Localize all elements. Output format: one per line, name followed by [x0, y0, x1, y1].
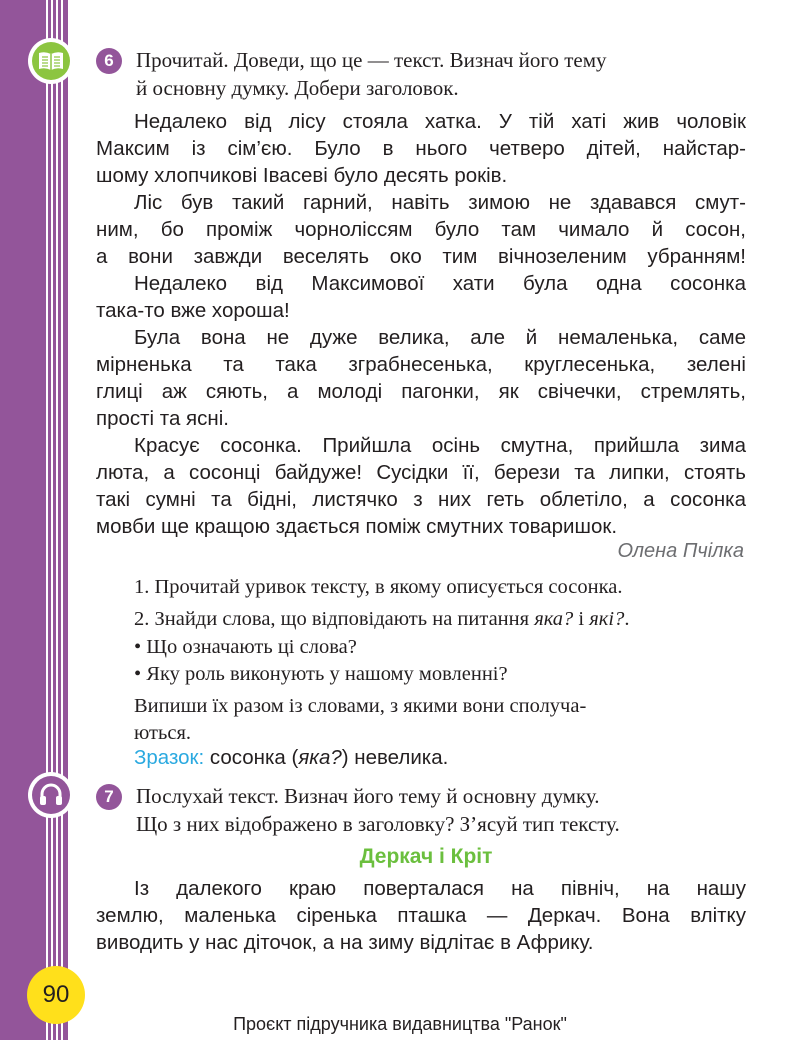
- sidebar-stripe: [61, 0, 63, 1040]
- text-line: Ліс був такий гарний, навіть зимою не здавався смут-: [134, 191, 746, 214]
- task-7: [96, 782, 756, 838]
- text-line: така-то вже хороша!: [96, 299, 290, 322]
- text-1: [96, 108, 746, 540]
- task-7-line: Послухай текст. Визнач його тему й основну думку.: [136, 784, 600, 808]
- sidebar-stripe: [51, 0, 53, 1040]
- text-line: Недалеко від Максимової хати була одна сосонка: [134, 272, 746, 295]
- text-line: Недалеко від лісу стояла хатка. У тій хаті жив чоловік: [134, 110, 746, 133]
- text-line: виводить у нас діточок, а на зиму відлітає в Африку.: [96, 931, 594, 954]
- text-line: Максим із сім’єю. Було в нього четверо дітей, найстар-: [96, 137, 746, 160]
- text-line: Красує сосонка. Прийшла осінь смутна, прийшла зима: [134, 434, 746, 457]
- text-2-title: Деркач і Кріт: [359, 845, 493, 868]
- write-out-line: ються.: [134, 722, 192, 744]
- book-icon: [28, 38, 74, 84]
- text-line: мовби ще кращою здається поміж смутних товаришок.: [96, 515, 618, 538]
- task-6-line: й основну думку. Добери заголовок.: [136, 76, 459, 100]
- headphones-icon: [28, 772, 74, 818]
- text-line: Із далекого краю поверталася на північ, на нашу: [134, 877, 746, 900]
- page-number: 90: [27, 966, 85, 1024]
- sample-label: Зразок:: [134, 746, 205, 769]
- text-line: а вони завжди веселять око тим вічнозеленим убранням!: [96, 245, 746, 268]
- sidebar: [0, 0, 68, 1040]
- author: Олена Пчілка: [617, 540, 744, 562]
- task-7-line: Що з них відображено в заголовку? З’ясуй тип тексту.: [136, 812, 620, 836]
- text-line: люта, а сосонці байдуже! Сусідки її, берези та липки, стоять: [96, 461, 746, 484]
- text-line: землю, маленька сіренька пташка — Деркач. Вона влітку: [96, 904, 746, 927]
- bullet-2: • Яку роль виконують у нашому мовленні?: [134, 663, 508, 685]
- text-line: Була вона не дуже велика, але й немаленька, саме: [134, 326, 746, 349]
- write-out-line: Випиши їх разом із словами, з якими вони сполуча-: [134, 695, 587, 717]
- task-6: [96, 46, 756, 102]
- sample: Зразок: сосонка (яка?) невелика.: [134, 746, 449, 769]
- text-line: такі сумні та бідні, листячко з них геть облетіло, а сосонка: [96, 488, 746, 511]
- text-line: глиці аж сяють, а молоді пагонки, як свічечки, стремлять,: [96, 380, 746, 403]
- task-6-line: Прочитай. Доведи, що це — текст. Визнач його тему: [136, 48, 607, 72]
- footer: Проєкт підручника видавництва "Ранок": [233, 1014, 567, 1034]
- text-line: мірненька та така зграбнесенька, круглесенька, зелені: [96, 353, 746, 376]
- text-line: шому хлопчикові Івасеві було десять років.: [96, 164, 508, 187]
- sidebar-stripe: [56, 0, 58, 1040]
- text-2: [96, 875, 746, 956]
- text-line: прості та ясні.: [96, 407, 229, 430]
- bullet-1: • Що означають ці слова?: [134, 636, 357, 658]
- task-number-badge: 7: [96, 784, 122, 810]
- question-1: 1. Прочитай уривок тексту, в якому описується сосонка.: [134, 576, 623, 598]
- task-number-badge: 6: [96, 48, 122, 74]
- sidebar-stripe: [46, 0, 48, 1040]
- text-line: ним, бо проміж чорноліссям було там чимало й сосон,: [96, 218, 746, 241]
- question-2: 2. Знайди слова, що відповідають на питання яка? і які?.: [134, 608, 630, 630]
